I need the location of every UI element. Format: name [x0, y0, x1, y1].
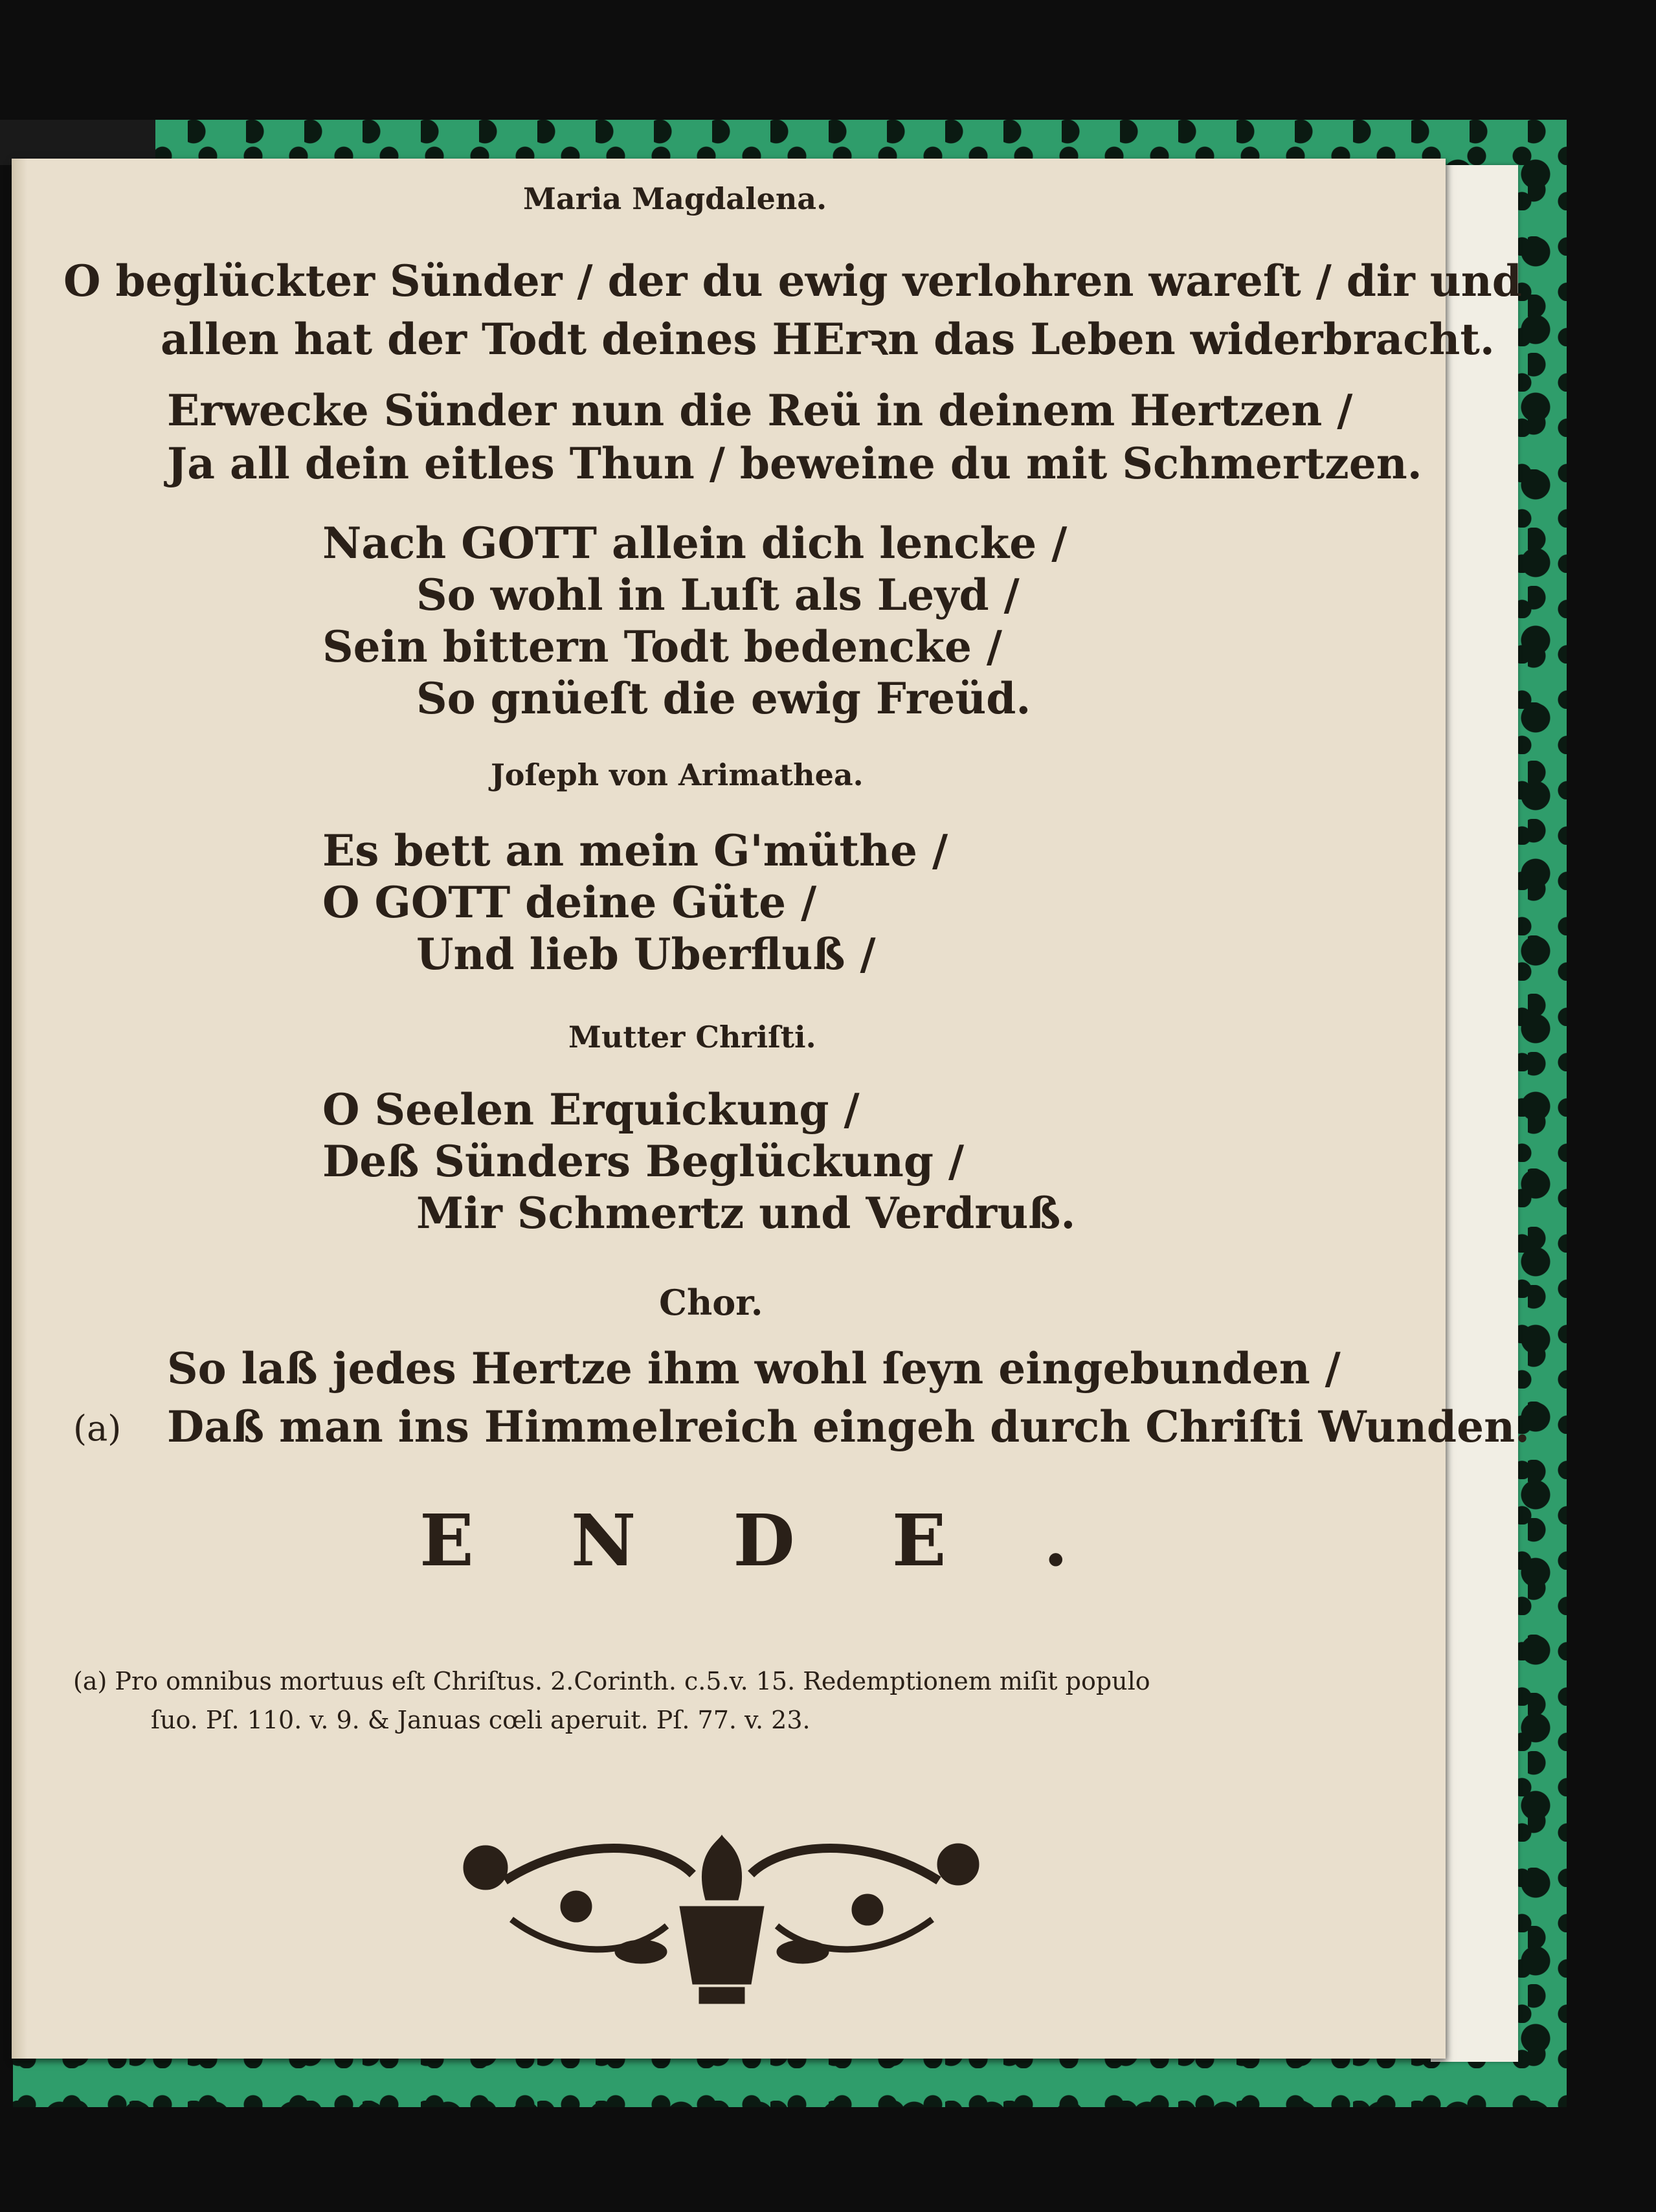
verse1-line-4: So gnüeſt die ewig Freüd. — [416, 673, 1031, 724]
heading-maria-magdalena: Maria Magdalena. — [523, 181, 827, 216]
vase-flower-ornament — [447, 1829, 997, 2010]
flower-right-icon — [937, 1844, 979, 1885]
chorus-line-1: So laß jedes Hertze ihm wohl ſeyn eingebunden / — [167, 1343, 1341, 1394]
footnote-marker-a: (a) — [73, 1408, 122, 1449]
verse1-line-1: Nach GOTT allein dich lencke / — [322, 518, 1068, 568]
book-page — [12, 159, 1530, 2059]
flower-left-icon — [464, 1846, 508, 1890]
verse3-line-2: Deß Sünders Beglückung / — [322, 1136, 965, 1187]
verse1-line-2: So wohl in Luſt als Leyd / — [416, 570, 1020, 620]
verse2-line-1: Es bett an mein G'müthe / — [322, 825, 948, 876]
heading-joseph-von-arimathea: Joſeph von Arimathea. — [491, 757, 864, 792]
verse3-line-3: Mir Schmertz und Verdruß. — [416, 1188, 1076, 1238]
chorus-line-2: Daß man ins Himmelreich eingeh durch Chriſti Wunden. — [167, 1402, 1530, 1452]
vase-icon — [680, 1906, 764, 1984]
paragraph-line-2: allen hat der Todt deines HErꝛn das Leben widerbracht. — [161, 314, 1495, 364]
verse1-line-3: Sein bittern Todt bedencke / — [322, 621, 1003, 672]
heading-chor: Chor. — [659, 1282, 763, 1323]
verse2-line-3: Und lieb Uberfluß / — [416, 929, 876, 979]
paragraph-line-1: O beglückter Sünder / der du ewig verlohren wareſt / dir und — [63, 256, 1522, 306]
finis-ende: ENDE. — [420, 1499, 1165, 1582]
couplet-line-2: Ja all dein eitles Thun / beweine du mit Schmertzen. — [167, 438, 1422, 489]
heading-mutter-christi: Mutter Chriſti. — [568, 1020, 816, 1055]
verse3-line-1: O Seelen Erquickung / — [322, 1084, 860, 1135]
page-gutter-shadow — [12, 159, 27, 2059]
footnote-line-1: (a) Pro omnibus mortuus eſt Chriſtus. 2.Corinth. c.5.v. 15. Redemptionem miſit populo — [73, 1667, 1150, 1695]
verse2-line-2: O GOTT deine Güte / — [322, 877, 817, 928]
footnote-line-2: ſuo. Pſ. 110. v. 9. & Januas cœli aperuit. Pſ. 77. v. 23. — [151, 1706, 811, 1734]
couplet-line-1: Erwecke Sünder nun die Reü in deinem Hertzen / — [167, 385, 1353, 436]
